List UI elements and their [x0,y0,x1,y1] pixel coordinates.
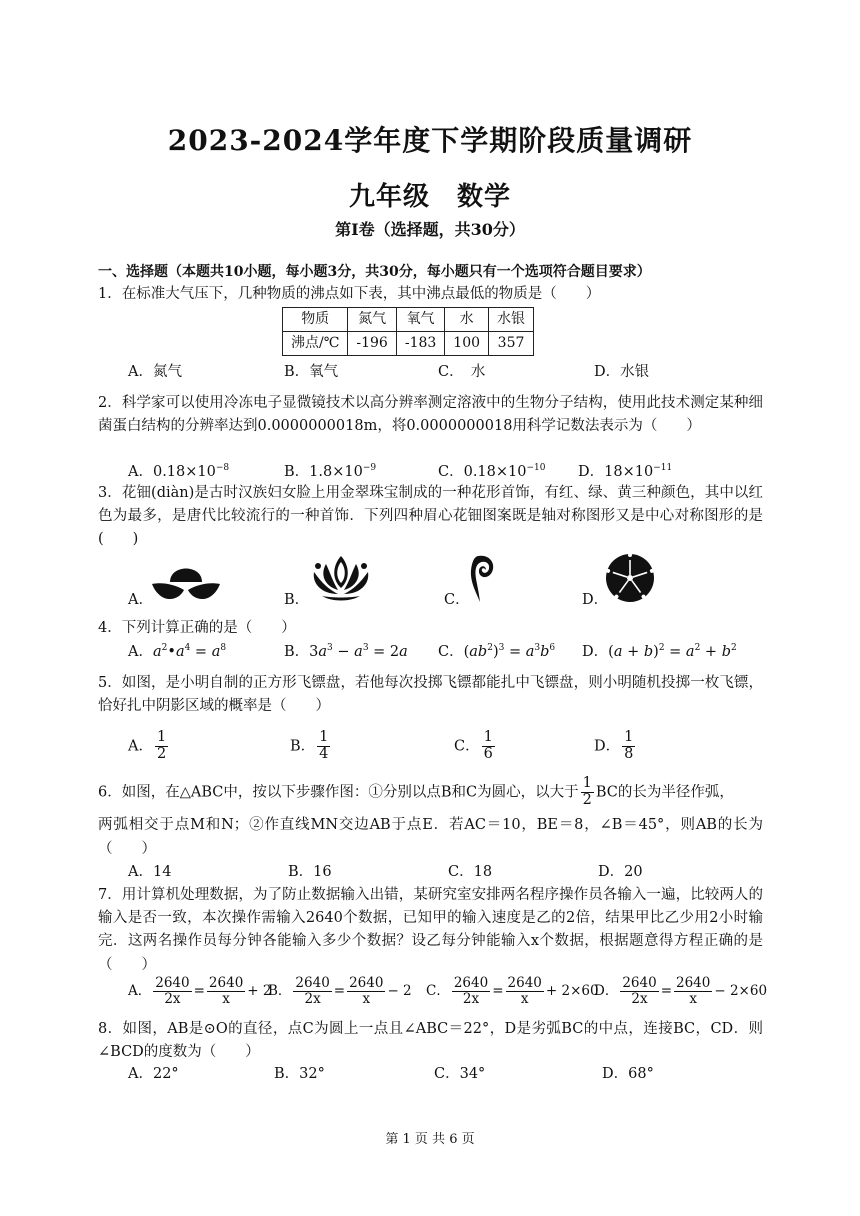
option-c: C．$(ab^2)^3 = a^3b^6$ [438,643,556,660]
table-cell: -183 [396,332,444,356]
option-a: A．氮气 [128,364,182,380]
option-a: A． $\frac{1}{2}$ [128,729,167,762]
option-d: D． $\frac{1}{8}$ [594,729,634,762]
option-d: D． $\frac{2640}{2x}$ = $\frac{2640}{x}$ − 2×60 [594,975,768,1007]
option-d: D．$18\times 10^{-11}$ [578,463,673,480]
question-7-options [98,975,768,1016]
table-row-label: 沸点/℃ [283,332,348,356]
exam-subtitle: 九年级 数学 [348,182,511,212]
option-c: C． $\frac{1}{6}$ [454,729,493,762]
option-d: D．20 [598,864,643,880]
question-7-text: 7．用计算机处理数据，为了防止数据输入出错，某研究室安排两名程序操作员各输入一遍，比较两人的输入是否一致，本次操作需输入2640个数据，已知甲的输入速度是乙的2倍，结果甲比乙少用2小时输完．这两名操作员每分钟各能输入多少个数据？设乙每分钟能输入x个数据，根据题意得方程正确的是（ ） [98,887,763,973]
option-c: C． 水 [438,364,486,380]
table-cell: -196 [348,332,396,356]
question-1-text: 1．在标准大气压下，几种物质的沸点如下表，其中沸点最低的物质是（ ） [98,286,601,302]
question-6-options [98,862,763,886]
option-c: C．18 [448,864,493,880]
question-4-text: 4．下列计算正确的是（ ） [98,620,296,636]
table-header: 氧气 [396,308,444,332]
question-6-line-2: 两弧相交于点M和N；②作直线MN交边AB于点E．若AC＝10，BE＝8，∠B＝45°，则AB的长为（ ） [98,817,763,857]
option-b: B．$3a^3 - a^3 = 2a$ [284,643,408,660]
table-cell: 357 [489,332,534,356]
option-d: D．$(a + b)^2 = a^2 + b^2$ [582,643,737,660]
option-a: A． $\frac{2640}{2x}$ = $\frac{2640}{x}$ + 2 [128,975,272,1007]
flower-pattern-a-icon [148,560,224,608]
option-d: D．68° [602,1066,654,1082]
option-a: A．22° [128,1066,179,1082]
lotus-pattern-b-icon [310,552,372,604]
question-5-options [98,730,763,766]
option-b: B． $\frac{1}{4}$ [290,729,329,762]
question-2-text: 2．科学家可以使用冷冻电子显微镜技术以高分辨率测定溶液中的生物分子结构，使用此技术测定某种细菌蛋白结构的分辨率达到0.0000000018m，将0.0000000018用科学记数法表示为（ ） [98,395,763,435]
table-cell: 100 [445,332,489,356]
table-header: 物质 [283,308,348,332]
option-c: C．34° [434,1066,486,1082]
option-a: A．$0.18\times 10^{-8}$ [128,463,230,480]
option-a: A． [128,592,153,608]
plum-blossom-pattern-d-icon [604,552,656,604]
swirl-pattern-c-icon [468,552,498,604]
question-5-text: 5．如图，是小明自制的正方形飞镖盘，若他每次投掷飞镖都能扎中飞镖盘，则小明随机投掷一枚飞镖，恰好扎中阴影区域的概率是（ ） [98,675,763,715]
option-d: D．水银 [594,364,650,380]
option-b: B． [284,592,310,608]
exam-title: 2023-2024学年度下学期阶段质量调研 [167,124,693,157]
option-b: B．$1.8\times 10^{-9}$ [284,463,377,480]
option-c: C．$0.18\times 10^{-10}$ [438,463,546,480]
option-b: B．32° [274,1066,325,1082]
option-b: B．16 [288,864,332,880]
option-c: C． $\frac{2640}{2x}$ = $\frac{2640}{x}$ + 2×60 [426,975,599,1007]
option-a: A．14 [128,864,172,880]
table-header: 氮气 [348,308,396,332]
question-4-options [98,642,763,666]
table-header: 水银 [489,308,534,332]
boiling-point-table [282,307,534,356]
option-b: B． $\frac{2640}{2x}$ = $\frac{2640}{x}$ − 2 [268,975,412,1007]
option-b: B．氧气 [284,364,339,380]
question-6-line-1: 6．如图，在△ABC中，按以下步骤作图：①分别以点B和C为圆心，以大于 $\frac{1}{2}$ BC的长为半径作弧， [98,775,734,808]
question-8-options [98,1064,763,1088]
option-d: D． [582,592,609,608]
question-1-options [98,362,763,386]
exam-part: 第Ⅰ卷（选择题，共30分） [335,220,525,239]
option-a: A．$a^2•a^4 = a^8$ [128,643,227,660]
question-3-text: 3．花钿(diàn)是古时汉族妇女脸上用金翠珠宝制成的一种花形首饰，有红、绿、黄三种颜色，其中以红色为最多，是唐代比较流行的一种首饰．下列四种眉心花钿图案既是轴对称图形又是中心对称图形的是( ) [98,485,763,548]
section-heading: 一、选择题（本题共10小题，每小题3分，共30分，每小题只有一个选项符合题目要求） [98,264,651,280]
option-c: C． [444,592,470,608]
page-footer: 第 1 页 共 6 页 [385,1132,475,1147]
question-8-text: 8．如图，AB是⊙O的直径，点C为圆上一点且∠ABC＝22°，D是劣弧BC的中点，连接BC，CD．则∠BCD的度数为（ ） [98,1021,763,1061]
table-header: 水 [445,308,489,332]
